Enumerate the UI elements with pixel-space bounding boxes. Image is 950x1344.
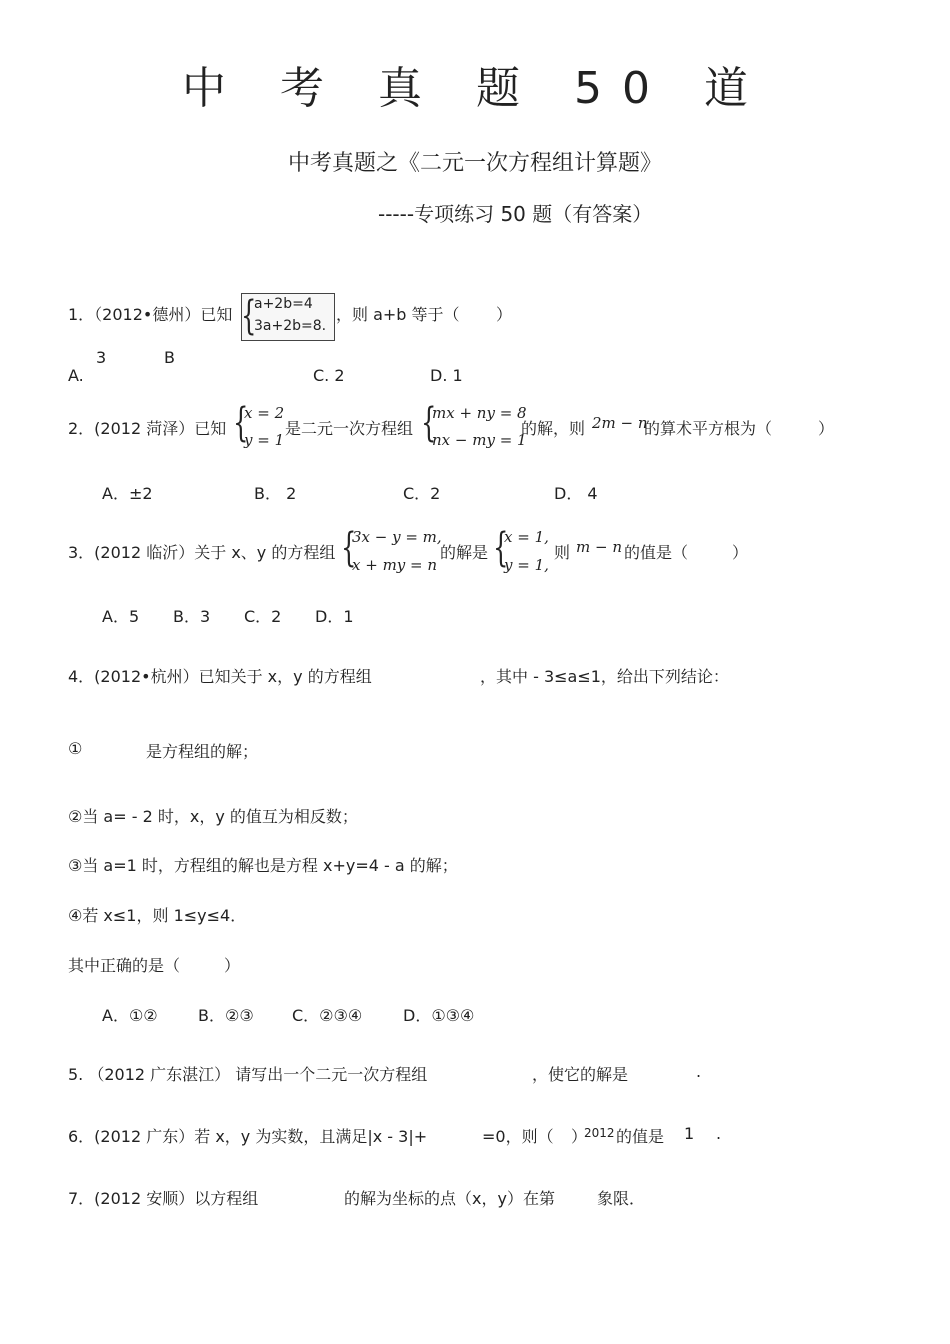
q4-conclusion-4: ④若 x≤1，则 1≤y≤4． [68,906,247,925]
q2-option-d: D． 4 [554,484,598,503]
q4-option-c: C．②③④ [292,1006,363,1025]
q4-close: ） [224,956,241,975]
q2-text-a: 2．(2012 菏泽）已知 [68,419,227,438]
q3-text-d: 的值是（ [624,543,689,562]
q6-text-b: =0，则（ [482,1127,554,1146]
q2-text-b: 是二元一次方程组 [285,419,414,438]
q1-text-a: 1．（2012•德州）已知 [68,305,233,324]
q5-text-b: ，使它的解是 [532,1065,629,1084]
q3-text-a: 3．(2012 临沂）关于 x、y 的方程组 [68,543,336,562]
page-subtitle: 中考真题之《二元一次方程组计算题》 [287,151,662,176]
q1-text-b: ，则 a+b 等于（ [336,305,460,324]
q3-sys1-eq-1: 3x − y = m, [352,528,442,546]
q3-expression: m − n [576,538,622,556]
q1-eq-2: 3a+2b=8. [254,318,327,334]
q1-option-d: D. 1 [430,366,463,385]
q4-option-a: A．①② [102,1006,158,1025]
q1-close: ） [496,305,513,324]
q3-close: ） [732,543,749,562]
q6-end: . [716,1124,722,1143]
q2-option-b: B． 2 [254,484,297,503]
q3-sys2-eq-1: x = 1, [504,528,549,546]
q3-sys1-eq-2: x + my = n [352,556,438,574]
q2-text-c: 的解，则 [521,419,586,438]
q6-text-a: 6．(2012 广东）若 x，y 为实数，且满足|x - 3|+ [68,1127,428,1146]
page-subtitle-note: -----专项练习 50 题（有答案） [378,202,653,226]
q3-text-c: 则 [554,543,571,562]
page-title: 中 考 真 题 50 道 [182,63,768,114]
q3-brace-2: { [493,525,509,571]
q4-conclusion-1-mark: ① [68,739,83,758]
q4-ask: 其中正确的是（ [68,956,181,975]
q6-text-c: ） [571,1127,588,1146]
q2-sys1-eq-2: y = 1 [244,431,285,449]
q1-brace: { [241,293,257,339]
q1-system-image [241,293,335,341]
q5-text-c: . [696,1062,702,1081]
q4-text-b: ，其中 - 3≤a≤1，给出下列结论： [480,667,729,686]
q2-brace-2: { [421,400,437,446]
q2-sys1-eq-1: x = 2 [244,404,285,422]
q1-option-a-value: 3 [96,348,107,367]
q2-brace-1: { [233,400,249,446]
q7-text-a: 7．(2012 安顺）以方程组 [68,1189,259,1208]
q3-brace-1: { [341,525,357,571]
q2-text-d: 的算术平方根为（ [644,419,773,438]
q7-text-b: 的解为坐标的点（x，y）在第 [344,1189,555,1208]
q6-answer: 1 [684,1124,695,1143]
q2-option-a: A．±2 [102,484,153,503]
q3-text-b: 的解是 [440,543,489,562]
q7-text-c: 象限． [597,1189,646,1208]
q2-expression: 2m − n [592,414,648,432]
q3-option-b: B．3 [173,607,211,626]
q4-conclusion-2: ②当 a= - 2 时，x，y 的值互为相反数； [68,807,358,826]
q4-text-a: 4．(2012•杭州）已知关于 x，y 的方程组 [68,667,372,686]
q4-conclusion-1: 是方程组的解； [146,742,259,761]
q2-close: ） [818,419,835,438]
q2-option-c: C．2 [403,484,441,503]
q3-option-d: D．1 [315,607,354,626]
q1-eq-1: a+2b=4 [254,296,313,312]
q5-text-a: 5. （2012 广东湛江） 请写出一个二元一次方程组 [68,1065,428,1084]
q1-option-b: B [164,348,175,367]
q3-sys2-eq-2: y = 1, [504,556,549,574]
q4-option-d: D．①③④ [403,1006,475,1025]
q2-sys2-eq-2: nx − my = 1 [432,431,527,449]
q6-text-d: 的值是 [616,1127,665,1146]
q4-conclusion-3: ③当 a=1 时，方程组的解也是方程 x+y=4 - a 的解； [68,856,458,875]
q3-option-c: C．2 [244,607,282,626]
q3-option-a: A．5 [102,607,140,626]
q1-option-c: C. 2 [313,366,345,385]
q4-option-b: B．②③ [198,1006,254,1025]
q2-sys2-eq-1: mx + ny = 8 [432,404,527,422]
q6-exponent: 2012 [584,1126,615,1140]
q1-option-a-label: A. [68,366,84,385]
